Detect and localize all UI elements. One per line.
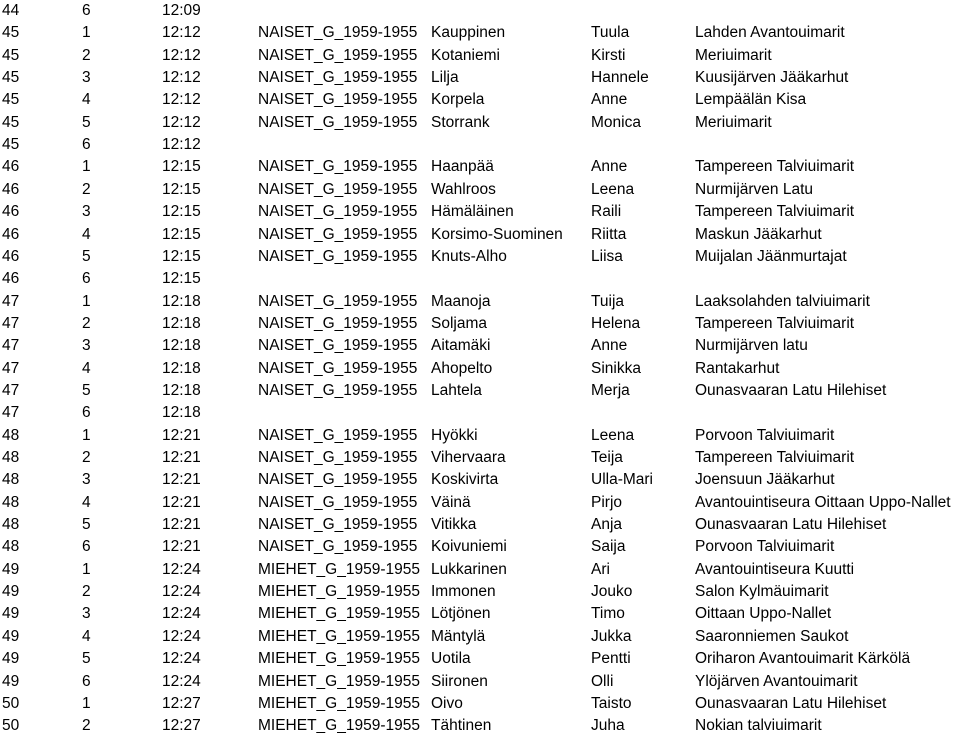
club-name-cell: Nurmijärven Latu — [695, 180, 814, 198]
last-name-cell: Lilja — [431, 69, 459, 87]
series-class-cell: NAISET_G_1959-1955 — [258, 471, 418, 489]
start-time-cell: 12:18 — [162, 337, 201, 355]
club-name-cell: Meriuimarit — [695, 46, 772, 64]
start-time-cell: 12:18 — [162, 381, 201, 399]
heat-number-cell: 47 — [2, 359, 20, 377]
last-name-cell: Storrank — [431, 113, 490, 131]
lane-number-cell: 6 — [82, 136, 91, 154]
start-time-cell: 12:24 — [162, 627, 201, 645]
club-name-cell: Ounasvaaran Latu Hilehiset — [695, 381, 887, 399]
start-time-cell: 12:21 — [162, 516, 201, 534]
first-name-cell: Hannele — [591, 69, 649, 87]
club-name-cell: Kuusijärven Jääkarhut — [695, 69, 849, 87]
first-name-cell: Sinikka — [591, 359, 641, 377]
heat-number-cell: 45 — [2, 24, 20, 42]
series-class-cell: NAISET_G_1959-1955 — [258, 91, 418, 109]
lane-number-cell: 4 — [82, 359, 91, 377]
last-name-cell: Lukkarinen — [431, 560, 507, 578]
last-name-cell: Haanpää — [431, 158, 494, 176]
lane-number-cell: 2 — [82, 449, 91, 466]
table-row — [0, 715, 960, 737]
series-class-cell: NAISET_G_1959-1955 — [258, 225, 418, 243]
heat-number-cell: 48 — [2, 538, 20, 556]
last-name-cell: Siironen — [431, 672, 488, 690]
lane-number-cell: 1 — [82, 158, 91, 176]
last-name-cell: Kauppinen — [431, 24, 506, 42]
heat-number-cell: 47 — [2, 381, 20, 399]
first-name-cell: Merja — [591, 381, 630, 399]
start-time-cell: 12:21 — [162, 538, 201, 556]
start-time-cell: 12:24 — [162, 560, 201, 578]
last-name-cell: Koskivirta — [431, 471, 499, 489]
last-name-cell: Korpela — [431, 91, 485, 109]
club-name-cell: Saaronniemen Saukot — [695, 627, 849, 645]
series-class-cell: NAISET_G_1959-1955 — [258, 337, 418, 355]
first-name-cell: Anne — [591, 337, 628, 355]
lane-number-cell: 4 — [82, 91, 91, 109]
lane-number-cell: 3 — [82, 203, 91, 221]
first-name-cell: Riitta — [591, 225, 627, 243]
first-name-cell: Juha — [591, 717, 625, 735]
heat-number-cell: 47 — [2, 314, 20, 332]
series-class-cell: MIEHET_G_1959-1955 — [258, 694, 420, 712]
series-class-cell: NAISET_G_1959-1955 — [258, 516, 418, 534]
heat-number-cell: 48 — [2, 471, 20, 489]
heat-number-cell: 47 — [2, 337, 20, 355]
heat-number-cell: 45 — [2, 69, 20, 87]
start-time-cell: 12:12 — [162, 46, 201, 64]
heat-number-cell: 49 — [2, 560, 20, 578]
last-name-cell: Mäntylä — [431, 627, 486, 645]
last-name-cell: Koivuniemi — [431, 538, 507, 556]
first-name-cell: Anne — [591, 158, 628, 176]
first-name-cell: Pentti — [591, 650, 631, 668]
heat-number-cell: 45 — [2, 91, 20, 109]
table-row — [0, 291, 960, 313]
first-name-cell: Kirsti — [591, 46, 626, 64]
first-name-cell: Teija — [591, 449, 623, 466]
heat-number-cell: 48 — [2, 493, 20, 511]
table-row — [0, 581, 960, 603]
table-row — [0, 648, 960, 670]
lane-number-cell: 4 — [82, 493, 91, 511]
table-row — [0, 402, 960, 424]
last-name-cell: Soljama — [431, 314, 487, 332]
last-name-cell: Hämäläinen — [431, 203, 514, 221]
heat-number-cell: 48 — [2, 516, 20, 534]
start-time-cell: 12:12 — [162, 91, 201, 109]
table-row — [0, 536, 960, 558]
table-row — [0, 67, 960, 89]
last-name-cell: Hyökki — [431, 426, 478, 444]
lane-number-cell: 6 — [82, 538, 91, 556]
first-name-cell: Ari — [591, 560, 610, 578]
lane-number-cell: 5 — [82, 113, 91, 131]
table-row — [0, 224, 960, 246]
last-name-cell: Uotila — [431, 650, 471, 668]
last-name-cell: Korsimo-Suominen — [431, 225, 563, 243]
first-name-cell: Jukka — [591, 627, 632, 645]
lane-number-cell: 5 — [82, 650, 91, 668]
club-name-cell: Oittaan Uppo-Nallet — [695, 605, 832, 623]
table-row — [0, 335, 960, 357]
table-row — [0, 425, 960, 447]
heat-number-cell: 45 — [2, 46, 20, 64]
series-class-cell: MIEHET_G_1959-1955 — [258, 583, 420, 601]
last-name-cell: Maanoja — [431, 292, 491, 310]
start-time-cell: 12:21 — [162, 449, 201, 466]
series-class-cell: MIEHET_G_1959-1955 — [258, 650, 420, 668]
heat-number-cell: 46 — [2, 247, 20, 265]
club-name-cell: Joensuun Jääkarhut — [695, 471, 835, 489]
series-class-cell: NAISET_G_1959-1955 — [258, 381, 418, 399]
last-name-cell: Aitamäki — [431, 337, 491, 355]
club-name-cell: Tampereen Talviuimarit — [695, 314, 855, 332]
lane-number-cell: 4 — [82, 225, 91, 243]
last-name-cell: Lötjönen — [431, 605, 491, 623]
club-name-cell: Nurmijärven latu — [695, 337, 808, 355]
start-time-cell: 12:21 — [162, 493, 201, 511]
lane-number-cell: 2 — [82, 46, 91, 64]
lane-number-cell: 6 — [82, 2, 91, 19]
first-name-cell: Timo — [591, 605, 625, 623]
start-time-cell: 12:12 — [162, 24, 201, 42]
first-name-cell: Monica — [591, 113, 641, 131]
start-time-cell: 12:24 — [162, 583, 201, 601]
table-row — [0, 22, 960, 44]
club-name-cell: Rantakarhut — [695, 359, 780, 377]
table-row — [0, 469, 960, 491]
start-time-cell: 12:15 — [162, 180, 201, 198]
start-time-cell: 12:09 — [162, 2, 201, 19]
start-time-cell: 12:15 — [162, 225, 201, 243]
start-time-cell: 12:12 — [162, 113, 201, 131]
start-time-cell: 12:12 — [162, 136, 201, 154]
lane-number-cell: 3 — [82, 471, 91, 489]
table-row — [0, 671, 960, 693]
lane-number-cell: 2 — [82, 717, 91, 735]
last-name-cell: Vihervaara — [431, 449, 506, 466]
table-row — [0, 268, 960, 290]
start-time-cell: 12:15 — [162, 203, 201, 221]
series-class-cell: NAISET_G_1959-1955 — [258, 46, 418, 64]
heat-number-cell: 46 — [2, 180, 20, 198]
first-name-cell: Leena — [591, 180, 635, 198]
club-name-cell: Tampereen Talviuimarit — [695, 158, 855, 176]
club-name-cell: Porvoon Talviuimarit — [695, 426, 835, 444]
lane-number-cell: 2 — [82, 314, 91, 332]
heat-number-cell: 45 — [2, 113, 20, 131]
start-time-cell: 12:24 — [162, 650, 201, 668]
series-class-cell: NAISET_G_1959-1955 — [258, 449, 418, 466]
table-row — [0, 313, 960, 335]
club-name-cell: Muijalan Jäänmurtajat — [695, 247, 847, 265]
series-class-cell: MIEHET_G_1959-1955 — [258, 560, 420, 578]
heat-number-cell: 45 — [2, 136, 20, 154]
table-row — [0, 179, 960, 201]
table-row — [0, 0, 960, 22]
lane-number-cell: 5 — [82, 247, 91, 265]
start-time-cell: 12:15 — [162, 270, 201, 288]
table-row — [0, 693, 960, 715]
series-class-cell: NAISET_G_1959-1955 — [258, 158, 418, 176]
start-time-cell: 12:18 — [162, 292, 201, 310]
start-time-cell: 12:27 — [162, 717, 201, 735]
series-class-cell: NAISET_G_1959-1955 — [258, 359, 418, 377]
series-class-cell: NAISET_G_1959-1955 — [258, 426, 418, 444]
heat-number-cell: 49 — [2, 605, 20, 623]
club-name-cell: Oriharon Avantouimarit Kärkölä — [695, 650, 911, 668]
heat-number-cell: 50 — [2, 694, 20, 712]
first-name-cell: Anja — [591, 516, 623, 534]
club-name-cell: Nokian talviuimarit — [695, 717, 822, 735]
heat-number-cell: 49 — [2, 627, 20, 645]
last-name-cell: Lahtela — [431, 381, 482, 399]
heat-number-cell: 48 — [2, 426, 20, 444]
start-time-cell: 12:24 — [162, 605, 201, 623]
heat-number-cell: 46 — [2, 225, 20, 243]
last-name-cell: Kotaniemi — [431, 46, 500, 64]
lane-number-cell: 3 — [82, 69, 91, 87]
lane-number-cell: 1 — [82, 24, 91, 42]
heat-number-cell: 47 — [2, 292, 20, 310]
series-class-cell: MIEHET_G_1959-1955 — [258, 605, 420, 623]
table-row — [0, 358, 960, 380]
lane-number-cell: 5 — [82, 381, 91, 399]
last-name-cell: Väinä — [431, 493, 471, 511]
club-name-cell: Avantouintiseura Kuutti — [695, 560, 855, 578]
start-time-cell: 12:12 — [162, 69, 201, 87]
start-time-cell: 12:15 — [162, 158, 201, 176]
heat-number-cell: 49 — [2, 650, 20, 668]
first-name-cell: Raili — [591, 203, 622, 221]
heat-number-cell: 50 — [2, 717, 20, 735]
series-class-cell: NAISET_G_1959-1955 — [258, 24, 418, 42]
start-time-cell: 12:21 — [162, 426, 201, 444]
club-name-cell: Avantouintiseura Oittaan Uppo-Nallet — [695, 493, 951, 511]
last-name-cell: Knuts-Alho — [431, 247, 507, 265]
last-name-cell: Vitikka — [431, 516, 477, 534]
club-name-cell: Lahden Avantouimarit — [695, 24, 845, 42]
lane-number-cell: 5 — [82, 516, 91, 534]
heat-number-cell: 44 — [2, 2, 20, 19]
table-row — [0, 492, 960, 514]
first-name-cell: Ulla-Mari — [591, 471, 653, 489]
club-name-cell: Salon Kylmäuimarit — [695, 583, 829, 601]
series-class-cell: MIEHET_G_1959-1955 — [258, 717, 420, 735]
table-row — [0, 201, 960, 223]
first-name-cell: Taisto — [591, 694, 632, 712]
table-row — [0, 380, 960, 402]
last-name-cell: Immonen — [431, 583, 496, 601]
club-name-cell: Ounasvaaran Latu Hilehiset — [695, 694, 887, 712]
club-name-cell: Tampereen Talviuimarit — [695, 449, 855, 466]
first-name-cell: Liisa — [591, 247, 623, 265]
heat-number-cell: 47 — [2, 404, 20, 422]
heat-number-cell: 49 — [2, 583, 20, 601]
series-class-cell: MIEHET_G_1959-1955 — [258, 672, 420, 690]
club-name-cell: Tampereen Talviuimarit — [695, 203, 855, 221]
series-class-cell: NAISET_G_1959-1955 — [258, 538, 418, 556]
lane-number-cell: 6 — [82, 404, 91, 422]
club-name-cell: Ylöjärven Avantouimarit — [695, 672, 858, 690]
heat-number-cell: 49 — [2, 672, 20, 690]
table-row — [0, 134, 960, 156]
first-name-cell: Tuula — [591, 24, 630, 42]
table-row — [0, 559, 960, 581]
lane-number-cell: 1 — [82, 426, 91, 444]
series-class-cell: NAISET_G_1959-1955 — [258, 69, 418, 87]
first-name-cell: Jouko — [591, 583, 633, 601]
heat-number-cell: 46 — [2, 158, 20, 176]
series-class-cell: NAISET_G_1959-1955 — [258, 203, 418, 221]
lane-number-cell: 4 — [82, 627, 91, 645]
series-class-cell: MIEHET_G_1959-1955 — [258, 627, 420, 645]
series-class-cell: NAISET_G_1959-1955 — [258, 292, 418, 310]
lane-number-cell: 3 — [82, 605, 91, 623]
start-time-cell: 12:18 — [162, 359, 201, 377]
table-row — [0, 626, 960, 648]
start-time-cell: 12:18 — [162, 314, 201, 332]
club-name-cell: Meriuimarit — [695, 113, 772, 131]
lane-number-cell: 6 — [82, 270, 91, 288]
start-time-cell: 12:15 — [162, 247, 201, 265]
first-name-cell: Olli — [591, 672, 614, 690]
last-name-cell: Oivo — [431, 694, 463, 712]
table-row — [0, 89, 960, 111]
lane-number-cell: 6 — [82, 672, 91, 690]
start-time-cell: 12:18 — [162, 404, 201, 422]
last-name-cell: Tähtinen — [431, 717, 492, 735]
series-class-cell: NAISET_G_1959-1955 — [258, 314, 418, 332]
last-name-cell: Wahlroos — [431, 180, 496, 198]
lane-number-cell: 2 — [82, 180, 91, 198]
start-time-cell: 12:24 — [162, 672, 201, 690]
lane-number-cell: 1 — [82, 292, 91, 310]
first-name-cell: Saija — [591, 538, 626, 556]
club-name-cell: Ounasvaaran Latu Hilehiset — [695, 516, 887, 534]
lane-number-cell: 1 — [82, 560, 91, 578]
table-row — [0, 447, 960, 469]
series-class-cell: NAISET_G_1959-1955 — [258, 113, 418, 131]
series-class-cell: NAISET_G_1959-1955 — [258, 180, 418, 198]
first-name-cell: Tuija — [591, 292, 625, 310]
series-class-cell: NAISET_G_1959-1955 — [258, 247, 418, 265]
club-name-cell: Lempäälän Kisa — [695, 91, 807, 109]
table-row — [0, 514, 960, 536]
table-row — [0, 246, 960, 268]
lane-number-cell: 2 — [82, 583, 91, 601]
club-name-cell: Porvoon Talviuimarit — [695, 538, 835, 556]
first-name-cell: Leena — [591, 426, 635, 444]
start-time-cell: 12:21 — [162, 471, 201, 489]
first-name-cell: Anne — [591, 91, 628, 109]
heat-number-cell: 46 — [2, 203, 20, 221]
lane-number-cell: 3 — [82, 337, 91, 355]
club-name-cell: Laaksolahden talviuimarit — [695, 292, 870, 310]
heat-number-cell: 48 — [2, 449, 20, 466]
lane-number-cell: 1 — [82, 694, 91, 712]
table-row — [0, 112, 960, 134]
table-row — [0, 603, 960, 625]
first-name-cell: Helena — [591, 314, 641, 332]
series-class-cell: NAISET_G_1959-1955 — [258, 493, 418, 511]
heat-number-cell: 46 — [2, 270, 20, 288]
table-row — [0, 156, 960, 178]
last-name-cell: Ahopelto — [431, 359, 493, 377]
first-name-cell: Pirjo — [591, 493, 623, 511]
table-row — [0, 45, 960, 67]
club-name-cell: Maskun Jääkarhut — [695, 225, 822, 243]
start-time-cell: 12:27 — [162, 694, 201, 712]
